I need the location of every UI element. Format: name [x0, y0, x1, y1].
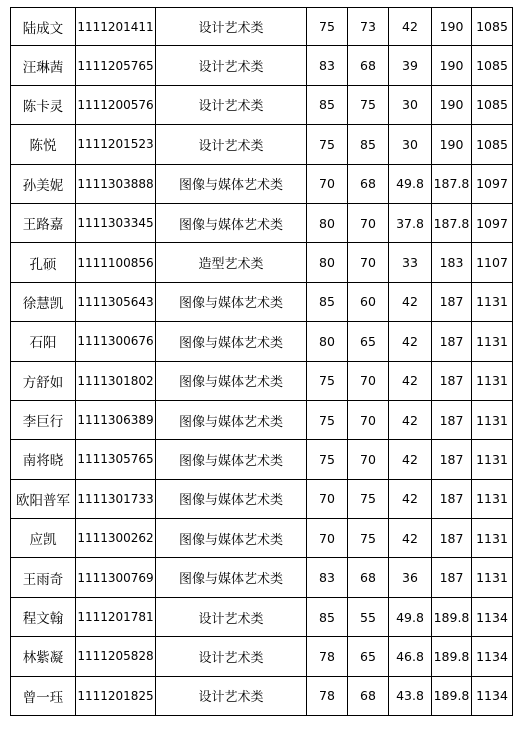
- rank-cell: 1107: [471, 243, 513, 282]
- rank-cell: 1131: [471, 362, 513, 401]
- category-cell: 设计艺术类: [155, 86, 306, 125]
- total-score-cell: 189.8: [431, 677, 471, 716]
- score-1-cell: 83: [306, 558, 347, 597]
- score-2-cell: 65: [347, 637, 388, 676]
- score-1-cell: 85: [306, 86, 347, 125]
- score-3-cell: 42: [388, 519, 431, 558]
- rank-cell: 1085: [471, 86, 513, 125]
- exam-id-cell: 1111201825: [75, 677, 155, 716]
- table-row: [10, 322, 513, 361]
- exam-id-cell: 1111100856: [75, 243, 155, 282]
- rank-cell: 1131: [471, 401, 513, 440]
- category-cell: 设计艺术类: [155, 677, 306, 716]
- exam-id-cell: 1111300262: [75, 519, 155, 558]
- exam-id-cell: 1111201411: [75, 7, 155, 46]
- total-score-cell: 187: [431, 401, 471, 440]
- category-cell: 图像与媒体艺术类: [155, 519, 306, 558]
- total-score-cell: 189.8: [431, 598, 471, 637]
- score-1-cell: 75: [306, 362, 347, 401]
- table-row: [10, 440, 513, 479]
- rank-cell: 1085: [471, 46, 513, 85]
- exam-id-cell: 1111200576: [75, 86, 155, 125]
- table-row: [10, 637, 513, 676]
- score-3-cell: 42: [388, 7, 431, 46]
- rank-cell: 1131: [471, 440, 513, 479]
- category-cell: 图像与媒体艺术类: [155, 283, 306, 322]
- student-name-cell: 王雨奇: [10, 558, 75, 597]
- table-row: [10, 519, 513, 558]
- student-name-cell: 陈卡灵: [10, 86, 75, 125]
- score-1-cell: 78: [306, 637, 347, 676]
- student-name-cell: 石阳: [10, 322, 75, 361]
- score-2-cell: 70: [347, 204, 388, 243]
- student-name-cell: 林紫凝: [10, 637, 75, 676]
- category-cell: 图像与媒体艺术类: [155, 558, 306, 597]
- rank-cell: 1131: [471, 283, 513, 322]
- exam-id-cell: 1111201523: [75, 125, 155, 164]
- student-name-cell: 孙美妮: [10, 165, 75, 204]
- score-3-cell: 42: [388, 362, 431, 401]
- rank-cell: 1134: [471, 637, 513, 676]
- score-1-cell: 75: [306, 7, 347, 46]
- score-3-cell: 46.8: [388, 637, 431, 676]
- table-row: [10, 558, 513, 597]
- score-3-cell: 37.8: [388, 204, 431, 243]
- category-cell: 图像与媒体艺术类: [155, 480, 306, 519]
- score-1-cell: 80: [306, 243, 347, 282]
- rank-cell: 1131: [471, 558, 513, 597]
- total-score-cell: 190: [431, 7, 471, 46]
- student-name-cell: 汪琳茜: [10, 46, 75, 85]
- rank-cell: 1134: [471, 677, 513, 716]
- total-score-cell: 187: [431, 519, 471, 558]
- student-name-cell: 孔硕: [10, 243, 75, 282]
- table-row: [10, 165, 513, 204]
- table-row: [10, 598, 513, 637]
- total-score-cell: 189.8: [431, 637, 471, 676]
- score-2-cell: 68: [347, 46, 388, 85]
- exam-id-cell: 1111303888: [75, 165, 155, 204]
- total-score-cell: 187: [431, 558, 471, 597]
- table-row: [10, 125, 513, 164]
- exam-id-cell: 1111305643: [75, 283, 155, 322]
- score-3-cell: 30: [388, 86, 431, 125]
- score-2-cell: 70: [347, 243, 388, 282]
- table-row: [10, 480, 513, 519]
- category-cell: 设计艺术类: [155, 125, 306, 164]
- table-row: [10, 7, 513, 46]
- score-1-cell: 85: [306, 598, 347, 637]
- score-2-cell: 70: [347, 362, 388, 401]
- table-row: [10, 86, 513, 125]
- student-name-cell: 应凯: [10, 519, 75, 558]
- rank-cell: 1097: [471, 204, 513, 243]
- score-1-cell: 80: [306, 322, 347, 361]
- rank-cell: 1131: [471, 519, 513, 558]
- category-cell: 图像与媒体艺术类: [155, 165, 306, 204]
- student-name-cell: 南将晓: [10, 440, 75, 479]
- table-row: [10, 46, 513, 85]
- total-score-cell: 187.8: [431, 165, 471, 204]
- score-table: [10, 7, 513, 716]
- student-name-cell: 王路嘉: [10, 204, 75, 243]
- exam-id-cell: 1111306389: [75, 401, 155, 440]
- exam-id-cell: 1111301802: [75, 362, 155, 401]
- table-row: [10, 677, 513, 716]
- student-name-cell: 程文翰: [10, 598, 75, 637]
- student-name-cell: 欧阳普军: [10, 480, 75, 519]
- table-row: [10, 243, 513, 282]
- category-cell: 设计艺术类: [155, 46, 306, 85]
- score-2-cell: 70: [347, 440, 388, 479]
- score-3-cell: 42: [388, 480, 431, 519]
- total-score-cell: 187.8: [431, 204, 471, 243]
- score-3-cell: 49.8: [388, 598, 431, 637]
- score-1-cell: 85: [306, 283, 347, 322]
- total-score-cell: 187: [431, 440, 471, 479]
- student-name-cell: 李巨行: [10, 401, 75, 440]
- score-1-cell: 70: [306, 480, 347, 519]
- score-3-cell: 30: [388, 125, 431, 164]
- category-cell: 图像与媒体艺术类: [155, 401, 306, 440]
- score-3-cell: 42: [388, 322, 431, 361]
- score-2-cell: 68: [347, 677, 388, 716]
- category-cell: 设计艺术类: [155, 7, 306, 46]
- score-2-cell: 75: [347, 480, 388, 519]
- rank-cell: 1134: [471, 598, 513, 637]
- score-1-cell: 75: [306, 125, 347, 164]
- rank-cell: 1097: [471, 165, 513, 204]
- score-2-cell: 68: [347, 165, 388, 204]
- score-3-cell: 33: [388, 243, 431, 282]
- student-name-cell: 曾一珏: [10, 677, 75, 716]
- student-name-cell: 陈悦: [10, 125, 75, 164]
- category-cell: 设计艺术类: [155, 598, 306, 637]
- score-1-cell: 80: [306, 204, 347, 243]
- rank-cell: 1131: [471, 480, 513, 519]
- total-score-cell: 190: [431, 125, 471, 164]
- score-1-cell: 70: [306, 519, 347, 558]
- score-1-cell: 70: [306, 165, 347, 204]
- exam-id-cell: 1111301733: [75, 480, 155, 519]
- rank-cell: 1085: [471, 7, 513, 46]
- table-row: [10, 401, 513, 440]
- exam-id-cell: 1111205828: [75, 637, 155, 676]
- score-1-cell: 78: [306, 677, 347, 716]
- category-cell: 造型艺术类: [155, 243, 306, 282]
- score-1-cell: 83: [306, 46, 347, 85]
- total-score-cell: 190: [431, 46, 471, 85]
- exam-id-cell: 1111201781: [75, 598, 155, 637]
- rank-cell: 1085: [471, 125, 513, 164]
- category-cell: 图像与媒体艺术类: [155, 362, 306, 401]
- table-row: [10, 283, 513, 322]
- exam-id-cell: 1111305765: [75, 440, 155, 479]
- table-row: [10, 362, 513, 401]
- category-cell: 图像与媒体艺术类: [155, 440, 306, 479]
- score-2-cell: 68: [347, 558, 388, 597]
- exam-id-cell: 1111205765: [75, 46, 155, 85]
- score-1-cell: 75: [306, 440, 347, 479]
- total-score-cell: 187: [431, 480, 471, 519]
- student-name-cell: 徐慧凯: [10, 283, 75, 322]
- total-score-cell: 187: [431, 283, 471, 322]
- category-cell: 图像与媒体艺术类: [155, 322, 306, 361]
- score-3-cell: 49.8: [388, 165, 431, 204]
- score-2-cell: 60: [347, 283, 388, 322]
- score-2-cell: 55: [347, 598, 388, 637]
- student-name-cell: 陆成文: [10, 7, 75, 46]
- score-3-cell: 36: [388, 558, 431, 597]
- score-2-cell: 73: [347, 7, 388, 46]
- rank-cell: 1131: [471, 322, 513, 361]
- exam-id-cell: 1111300676: [75, 322, 155, 361]
- student-name-cell: 方舒如: [10, 362, 75, 401]
- score-2-cell: 75: [347, 519, 388, 558]
- score-3-cell: 43.8: [388, 677, 431, 716]
- exam-id-cell: 1111300769: [75, 558, 155, 597]
- total-score-cell: 187: [431, 322, 471, 361]
- category-cell: 设计艺术类: [155, 637, 306, 676]
- score-2-cell: 75: [347, 86, 388, 125]
- score-2-cell: 65: [347, 322, 388, 361]
- score-2-cell: 70: [347, 401, 388, 440]
- score-3-cell: 42: [388, 283, 431, 322]
- category-cell: 图像与媒体艺术类: [155, 204, 306, 243]
- exam-id-cell: 1111303345: [75, 204, 155, 243]
- score-1-cell: 75: [306, 401, 347, 440]
- total-score-cell: 183: [431, 243, 471, 282]
- score-3-cell: 42: [388, 440, 431, 479]
- score-2-cell: 85: [347, 125, 388, 164]
- score-3-cell: 39: [388, 46, 431, 85]
- score-3-cell: 42: [388, 401, 431, 440]
- total-score-cell: 187: [431, 362, 471, 401]
- total-score-cell: 190: [431, 86, 471, 125]
- table-row: [10, 204, 513, 243]
